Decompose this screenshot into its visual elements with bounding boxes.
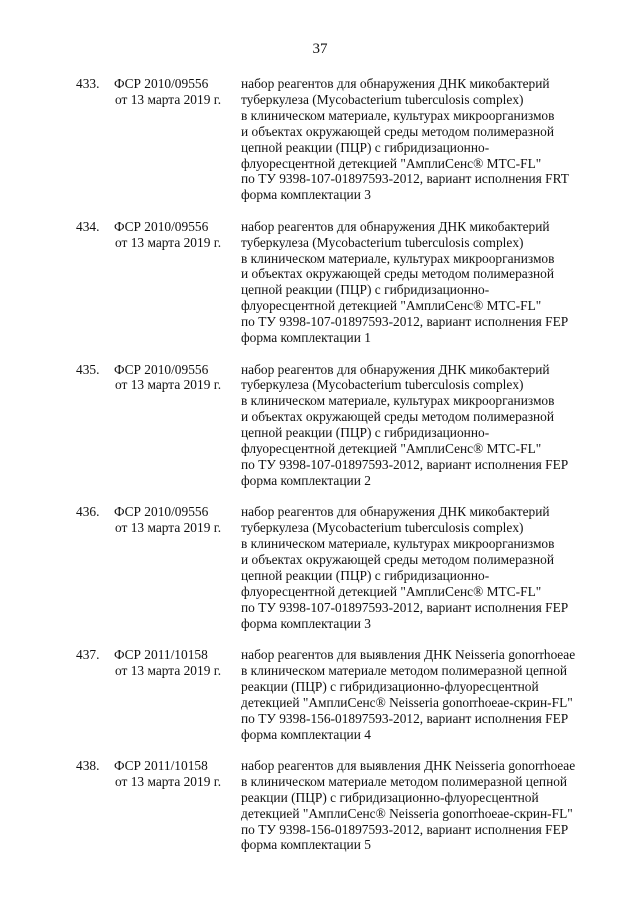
registry-entry [0, 219, 640, 346]
page-number: 37 [312, 41, 328, 57]
registration-info [114, 758, 234, 790]
registration-date: от 13 марта 2019 г. [115, 377, 222, 393]
registration-date: от 13 марта 2019 г. [115, 234, 222, 250]
description-line: детекцией "АмплиСенс® Neisseria gonorrhoeae-скрин-FL" [241, 694, 573, 710]
registry-entry [0, 758, 640, 853]
product-description [241, 362, 581, 489]
description-line: по ТУ 9398-107-01897593-2012, вариант исполнения FEP [241, 599, 569, 615]
description-line: по ТУ 9398-107-01897593-2012, вариант исполнения FRT [241, 171, 569, 187]
entry-number: 438. [76, 757, 100, 773]
registration-number: ФСР 2010/09556 [114, 361, 209, 377]
description-line: в клиническом материале, культурах микроорганизмов [241, 393, 555, 409]
description-line: по ТУ 9398-107-01897593-2012, вариант исполнения FEP [241, 456, 569, 472]
description-line: и объектах окружающей среды методом полимеразной [241, 266, 555, 282]
description-line: флуоресцентной детекцией "АмплиСенс® MTC-FL" [241, 155, 542, 171]
description-line: и объектах окружающей среды методом полимеразной [241, 123, 555, 139]
description-line: детекцией "АмплиСенс® Neisseria gonorrhoeae-скрин-FL" [241, 805, 573, 821]
entry-number: 434. [76, 218, 100, 234]
product-description [241, 758, 581, 853]
registration-info [114, 76, 234, 108]
description-line: в клиническом материале методом полимеразной цепной [241, 662, 568, 678]
registry-entry [0, 504, 640, 631]
description-line: туберкулеза (Mycobacterium tuberculosis complex) [241, 234, 524, 250]
description-line: набор реагентов для обнаружения ДНК микобактерий [241, 76, 550, 91]
description-line: набор реагентов для выявления ДНК Neisseria gonorrhoeae [241, 647, 576, 662]
description-line: туберкулеза (Mycobacterium tuberculosis complex) [241, 520, 524, 536]
registration-number: ФСР 2011/10158 [114, 757, 208, 773]
registration-date: от 13 марта 2019 г. [115, 662, 222, 678]
product-description [241, 219, 581, 346]
description-line: форма комплектации 3 [241, 615, 371, 631]
description-line: форма комплектации 3 [241, 187, 371, 203]
description-line: в клиническом материале, культурах микроорганизмов [241, 250, 555, 266]
registration-date: от 13 марта 2019 г. [115, 520, 222, 536]
description-line: форма комплектации 5 [241, 837, 371, 853]
registration-date: от 13 марта 2019 г. [115, 91, 222, 107]
description-line: в клиническом материале, культурах микроорганизмов [241, 536, 555, 552]
description-line: в клиническом материале, культурах микроорганизмов [241, 107, 555, 123]
description-line: туберкулеза (Mycobacterium tuberculosis complex) [241, 91, 524, 107]
description-line: реакции (ПЦР) с гибридизационно-флуоресцентной [241, 789, 539, 805]
registration-number: ФСР 2011/10158 [114, 647, 208, 662]
description-line: туберкулеза (Mycobacterium tuberculosis complex) [241, 377, 524, 393]
description-line: по ТУ 9398-107-01897593-2012, вариант исполнения FEP [241, 314, 569, 330]
description-line: в клиническом материале методом полимеразной цепной [241, 773, 568, 789]
product-description [241, 504, 581, 631]
registration-number: ФСР 2010/09556 [114, 218, 209, 234]
product-description [241, 647, 581, 742]
description-line: флуоресцентной детекцией "АмплиСенс® MTC-FL" [241, 583, 542, 599]
description-line: форма комплектации 1 [241, 330, 371, 346]
description-line: набор реагентов для обнаружения ДНК микобактерий [241, 361, 550, 377]
description-line: цепной реакции (ПЦР) с гибридизационно- [241, 139, 490, 155]
registration-info [114, 219, 234, 251]
description-line: по ТУ 9398-156-01897593-2012, вариант исполнения FEP [241, 710, 569, 726]
description-line: набор реагентов для обнаружения ДНК микобактерий [241, 504, 550, 520]
product-description [241, 76, 581, 203]
description-line: цепной реакции (ПЦР) с гибридизационно- [241, 567, 490, 583]
entry-number: 436. [76, 504, 100, 520]
description-line: набор реагентов для обнаружения ДНК микобактерий [241, 218, 550, 234]
description-line: цепной реакции (ПЦР) с гибридизационно- [241, 282, 490, 298]
description-line: цепной реакции (ПЦР) с гибридизационно- [241, 425, 490, 441]
entry-number: 435. [76, 361, 100, 377]
description-line: по ТУ 9398-156-01897593-2012, вариант исполнения FEP [241, 821, 569, 837]
description-line: форма комплектации 2 [241, 472, 371, 488]
registration-date: от 13 марта 2019 г. [115, 773, 222, 789]
description-line: флуоресцентной детекцией "АмплиСенс® MTC-FL" [241, 298, 542, 314]
registry-entry [0, 362, 640, 489]
entry-number: 433. [76, 76, 100, 91]
registry-entry [0, 647, 640, 742]
registration-info [114, 362, 234, 394]
description-line: флуоресцентной детекцией "АмплиСенс® MTC-FL" [241, 441, 542, 457]
description-line: и объектах окружающей среды методом полимеразной [241, 551, 555, 567]
description-line: набор реагентов для выявления ДНК Neisseria gonorrhoeae [241, 757, 576, 773]
registration-number: ФСР 2010/09556 [114, 76, 209, 91]
registration-number: ФСР 2010/09556 [114, 504, 209, 520]
description-line: форма комплектации 4 [241, 726, 371, 742]
registration-info [114, 647, 234, 679]
registry-list [0, 76, 640, 869]
entry-number: 437. [76, 647, 100, 662]
registration-info [114, 504, 234, 536]
description-line: реакции (ПЦР) с гибридизационно-флуоресцентной [241, 678, 539, 694]
registry-entry [0, 76, 640, 203]
description-line: и объектах окружающей среды методом полимеразной [241, 409, 555, 425]
